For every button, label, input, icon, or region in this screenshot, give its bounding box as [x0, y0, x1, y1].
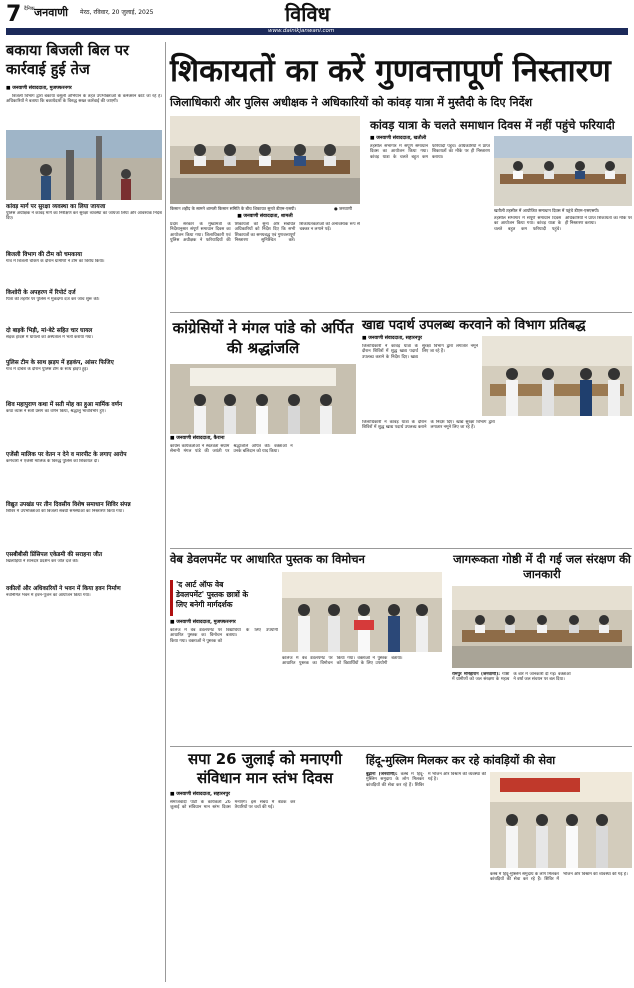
samvidhan-headline [170, 750, 360, 788]
jal-headline [452, 552, 632, 582]
book-body-continued [282, 656, 442, 740]
left-headline-line2: कार्रवाई हुई तेज [6, 62, 90, 78]
book-banner [170, 580, 280, 616]
khadya-body-continued [362, 420, 632, 544]
brief-item [6, 360, 162, 399]
jal-byline: रामपुर मनिहारान (जनवाणी): [452, 672, 500, 677]
brief-item [6, 328, 162, 357]
brief-text: कथा व्यास ने सती प्रसंग का वर्णन किया, श्रद्धालु भावविभोर हुए। [6, 409, 106, 414]
samvidhan-body: समाजवादी पार्टी के कार्यकर्ता 26 जुलाई को संविधान मान स्तंभ दिवस मनाएंगे। इस संबंध में बैठक कर तैयारियों पर चर्चा की गई। [170, 800, 296, 811]
page-number: 7 [6, 2, 22, 27]
hindu-story [366, 772, 486, 982]
book-banner-line1: 'द आर्ट ऑफ वेब [176, 580, 224, 589]
brief-title: विद्युत उपखंड पर तीन दिवसीय विशेष समाधान शिविर संपन्न [6, 502, 131, 508]
kanwar-byline: ■ जनवाणी संवाददाता, खतौली [370, 136, 427, 141]
samvidhan-headline-line2: संविधान मान स्तंभ दिवस [197, 769, 333, 787]
brief-item [6, 290, 162, 325]
congress-headline-text: कांग्रेसियों ने मंगल पांडे को अर्पित की श्रद्धांजलि [172, 319, 354, 357]
khadya-byline: ■ जनवाणी संवाददाता, सहारनपुर [362, 336, 423, 341]
brand-name: जनवाणी [34, 6, 69, 19]
brief-title: पुलिस टीम के साथ झड़प में हड़कंप, आंसर फिजिए [6, 360, 114, 366]
hindu-headline: हिंदू-मुस्लिम मिलकर कर रहे कांवड़ियों की सेवा [366, 754, 556, 767]
samvidhan-byline: ■ जनवाणी संवाददाता, सहारनपुर [170, 792, 231, 797]
brief-item [6, 204, 162, 249]
brief-item [6, 452, 162, 499]
brief-item [6, 586, 162, 617]
hindu-body-text: कस्बे में हिंदू-मुस्लिम समुदाय के लोग मिलकर कांवड़ियों की सेवा कर रहे हैं। शिविर में भोजन और विश्राम की व्यवस्था की गई है। [366, 772, 486, 788]
section-divider [170, 548, 632, 549]
congress-headline [170, 318, 356, 358]
left-body [6, 94, 162, 126]
brief-text: पुलिस अधीक्षक ने कांवड़ मार्ग का निरीक्षण कर सुरक्षा व्यवस्था का जायजा लिया और आवश्यक निर्देश दिए। [6, 211, 162, 222]
kanwar-headline: कांवड़ यात्रा के चलते समाधान दिवस में नहीं पहुंचे फरियादी [370, 118, 615, 132]
website-url: www.dainikjanwani.com [268, 28, 335, 34]
brief-item [6, 252, 162, 287]
brief-text: खिलाड़ियों ने शानदार प्रदर्शन कर जीत दर्ज की। [6, 559, 79, 564]
brief-text: गांव में बिजली चेकिंग के दौरान ग्रामीणों ने टीम का विरोध किया। [6, 259, 105, 264]
column-divider [165, 42, 166, 982]
kanwar-photo-caption: खतौली तहसील में आयोजित समाधान दिवस में पहुंचे डीएम-एसएसपी। [494, 208, 600, 213]
lead-body: प्रदेश सरकार के मुख्यमंत्री के निर्देशानुसार संपूर्ण समाधान दिवस का आयोजन किया गया। जिलाधिकारी एवं पुलिस अधीक्षक ने फरियादियों की शिकायतों को सुना और संबंधित अधिकारियों को निर्देश दिए कि सभी शिकायतों का समयबद्ध एवं गुणवत्तापूर्ण निस्तारण सुनिश्चित करें। शिकायतकर्ताओं को अनावश्यक रूप से चक्कर न लगाने पड़ें। [170, 222, 360, 244]
brief-text: सड़क हादसे में घायलों को अस्पताल में भर्ती कराया गया। [6, 335, 93, 340]
book-photo [282, 572, 442, 652]
left-byline: ■ जनवाणी संवाददाता, मुजफ्फरनगर [6, 86, 72, 91]
samvidhan-headline-line1: सपा 26 जुलाई को मनाएगी [187, 750, 343, 768]
hindu-byline: बुढ़ाना (जनवाणी): [366, 772, 398, 777]
khadya-headline: खाद्य पदार्थ उपलब्ध करवाने को विभाग प्रतिबद्ध [362, 318, 586, 333]
book-banner-line2: डेवलपमेंट' पुस्तक छात्रों के [176, 590, 249, 599]
book-headline: वेब डेवलपमेंट पर आधारित पुस्तक का विमोचन [170, 552, 365, 566]
brief-item [6, 502, 162, 549]
khadya-body-continued-text: जिलाधिकारी ने कांवड़ यात्रा के दौरान शिविरों में शुद्ध खाद्य पदार्थ उपलब्ध कराने के निर्देश दिए। खाद्य सुरक्षा विभाग द्वारा लगातार नमूने लिए जा रहे हैं। [362, 420, 495, 431]
jal-body-text: गोष्ठी में ग्रामीणों को जल संरक्षण के महत्व के बारे में जानकारी दी गई। वक्ताओं ने वर्षा जल संचयन पर बल दिया। [452, 672, 571, 683]
congress-story [170, 436, 356, 546]
khadya-story [362, 336, 478, 416]
brief-text: गांव में दबिश के दौरान पुलिस टीम के साथ झड़प हुई। [6, 367, 89, 372]
brief-item [6, 552, 162, 583]
hindu-body-continued [490, 872, 632, 982]
book-banner-line3: लिए बनेगी मार्गदर्शक [176, 600, 233, 609]
samvidhan-story [170, 792, 360, 982]
jal-headline-text: जागरूकता गोष्ठी में दी गई जल संरक्षण की जानकारी [453, 552, 631, 581]
jal-body [452, 672, 632, 744]
kanwar-body: तहसील सभागार में संपूर्ण समाधान दिवस का आयोजन किया गया। कांवड़ यात्रा के चलते बहुत कम फरियादी पहुंचे। अधिकारियों ने प्राप्त शिकायतों का मौके पर ही निस्तारण कराया। [370, 144, 490, 160]
kanwar-body-continued-text: तहसील सभागार में संपूर्ण समाधान दिवस का आयोजन किया गया। कांवड़ यात्रा के चलते बहुत कम फरियादी पहुंचे। अधिकारियों ने प्राप्त शिकायतों का मौके पर ही निस्तारण कराया। [494, 216, 632, 232]
jal-photo [452, 586, 632, 668]
brief-title: कांवड़ मार्ग पर सुरक्षा व्यवस्था का लिया जायजा [6, 204, 106, 210]
hindu-body [366, 772, 486, 982]
left-body-text: बिजली विभाग द्वारा बकाया वसूली अभियान के तहत उपभोक्ताओं के कनेक्शन काटे जा रहे हैं। अधिकारियों ने बताया कि बकायेदारों के विरुद्ध सख्त कार्रवाई की जाएगी। [6, 94, 162, 105]
book-byline: ■ जनवाणी संवाददाता, मुजफ्फरनगर [170, 620, 236, 625]
khadya-photo [482, 336, 632, 416]
book-story [170, 620, 278, 740]
brief-title: एसबीबीसी प्रिंसिपल एकेडमी की सराहना जीत [6, 552, 103, 558]
brief-text: शिविर में उपभोक्ताओं की बिजली संबंधी समस्याओं का निस्तारण किया गया। [6, 509, 124, 514]
section-divider [170, 746, 632, 747]
left-photo [6, 130, 162, 200]
brief-title: दो बाइकें भिड़ी, मां-बेटे सहित चार घायल [6, 328, 93, 334]
brief-title: एजेंसी मालिक पर वेतन न देने व मारपीट के लगाए आरोप [6, 452, 127, 458]
brief-title: वकीलों और अधिकारियों ने भवन में किया हवन निर्माण [6, 586, 121, 592]
kanwar-photo [494, 136, 632, 206]
hindu-body-continued-text: कस्बे में हिंदू-मुस्लिम समुदाय के लोग मिलकर कांवड़ियों की सेवा कर रहे हैं। शिविर में भोजन और विश्राम की व्यवस्था की गई है। [490, 872, 628, 883]
lead-subhead: जिलाधिकारी और पुलिस अधीक्षक ने अधिकारियों को कांवड़ यात्रा में मुस्तैदी के दिए निर्देश [170, 96, 533, 109]
hindu-photo [490, 772, 632, 868]
left-column [6, 42, 162, 982]
congress-body: कांग्रेस कार्यकर्ताओं ने स्वतंत्रता संग्राम सेनानी मंगल पांडे की जयंती पर श्रद्धांजलि अर्पित की। वक्ताओं ने उनके बलिदान को याद किया। [170, 444, 293, 455]
lead-story [170, 214, 360, 310]
brand-prefix: दैनिक [24, 6, 35, 12]
brief-item [6, 402, 162, 449]
book-body-continued-text: कॉलेज में वेब डेवलपमेंट पर आधारित पुस्तक का विमोचन किया गया। वक्ताओं ने पुस्तक को विद्यार्थियों के लिए उपयोगी बताया। [282, 656, 403, 667]
left-briefs [6, 204, 162, 617]
issue-date: मेरठ, रविवार, 20 जुलाई, 2025 [80, 9, 154, 16]
brief-text: नवनिर्मित भवन में हवन-पूजन का आयोजन किया गया। [6, 593, 91, 598]
kanwar-story [370, 136, 490, 306]
lead-byline: ■ जनवाणी संवाददाता, शामली [237, 214, 293, 219]
kanwar-body-continued [494, 216, 632, 306]
brief-title: शिव महापुराण कथा में सती मोह का हुआ मार्मिक वर्णन [6, 402, 123, 408]
brief-title: बिजली विभाग की टीम को चमकाया [6, 252, 82, 258]
brief-text: कर्मचारी ने एजेंसी मालिक के विरुद्ध पुलिस को शिकायत दी। [6, 459, 99, 464]
lead-photo-credit: ● जनवाणी [334, 206, 352, 211]
left-headline-line1: बकाया बिजली बिल पर [6, 43, 129, 59]
brief-text: पिता की तहरीर पर पुलिस ने मुकदमा दर्ज कर जांच शुरू की। [6, 297, 100, 302]
congress-byline: ■ जनवाणी संवाददाता, कैराना [170, 436, 225, 441]
section-divider [170, 312, 632, 313]
lead-headline: शिकायतों का करें गुणवत्तापूर्ण निस्तारण [170, 53, 611, 89]
lead-photo-caption: किसान शहीद के सामने शामली किसान समिति के बीच शिकायत सुनते डीएम-एसपी। [170, 206, 297, 211]
brief-title: किशोरी के अपहरण में रिपोर्ट दर्ज [6, 290, 76, 296]
page-header [0, 0, 634, 36]
jal-story [452, 672, 632, 744]
khadya-body: जिलाधिकारी ने कांवड़ यात्रा के दौरान शिविरों में शुद्ध खाद्य पदार्थ उपलब्ध कराने के निर्देश दिए। खाद्य सुरक्षा विभाग द्वारा लगातार नमूने लिए जा रहे हैं। [362, 344, 478, 360]
book-body: कॉलेज में वेब डेवलपमेंट पर आधारित पुस्तक का विमोचन किया गया। वक्ताओं ने पुस्तक को विद्यार्थियों के लिए उपयोगी बताया। [170, 628, 278, 644]
congress-photo [170, 364, 356, 434]
section-title: विविध [285, 2, 330, 26]
lead-photo [170, 116, 360, 204]
